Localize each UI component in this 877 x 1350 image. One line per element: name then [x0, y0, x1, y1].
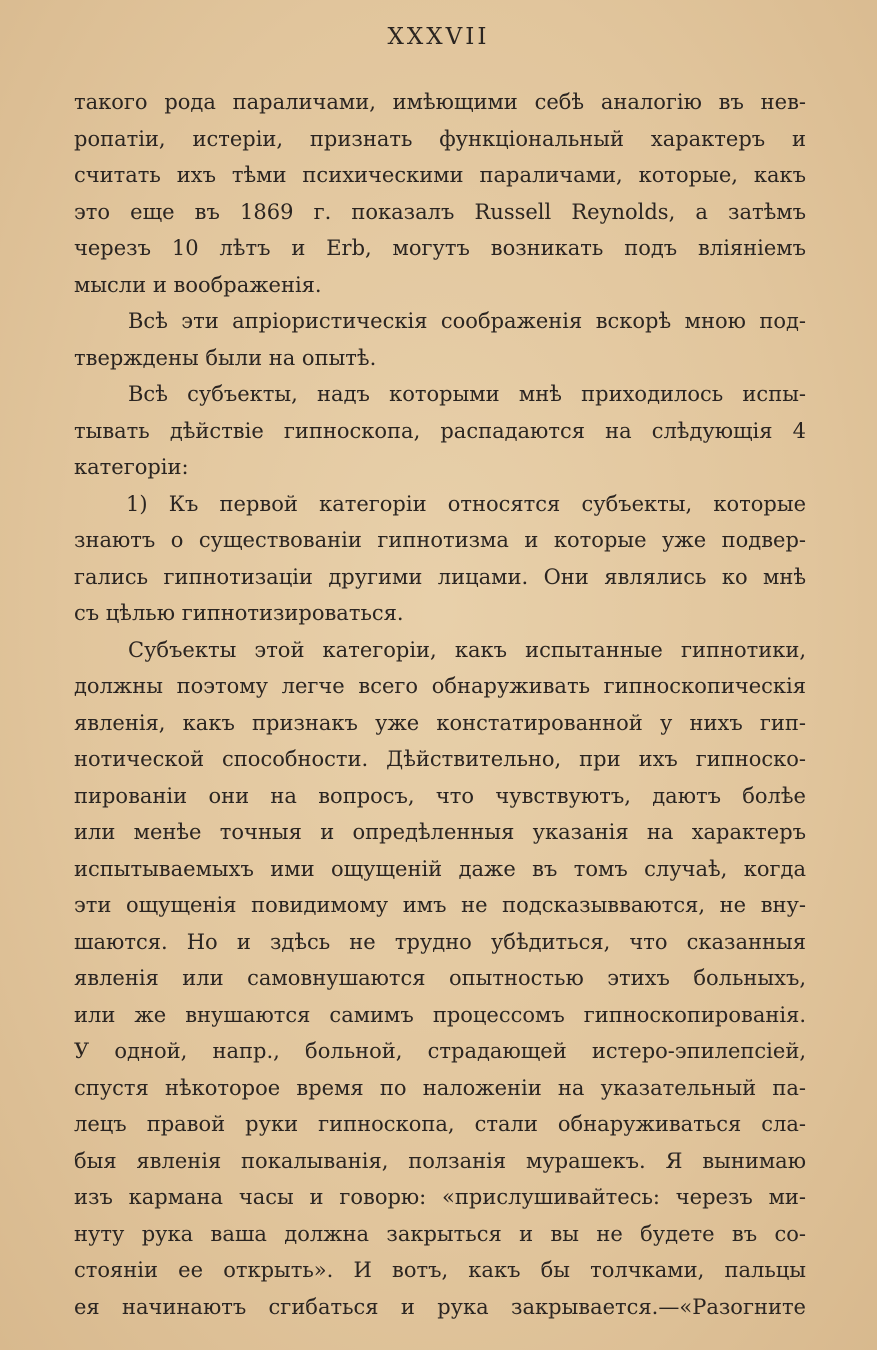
- paragraph: [74, 303, 806, 376]
- text-line: гались гипнотизаціи другими лицами. Они являлись ко мнѣ: [74, 564, 806, 589]
- text-line: такого рода параличами, имѣющими себѣ аналогію въ нев-: [74, 90, 806, 114]
- text-line: должны поэтому легче всего обнаруживать гипноскопическія: [74, 674, 806, 698]
- page-text: [74, 84, 806, 1325]
- text-line: съ цѣлью гипнотизироваться.: [74, 601, 404, 625]
- text-line: быя явленія покалыванія, ползанія мурашекъ. Я вынимаю: [74, 1148, 806, 1173]
- text-line: нуту рука ваша должна закрыться и вы не будете въ со-: [74, 1221, 806, 1246]
- text-line: тверждены были на опытѣ.: [74, 345, 377, 370]
- text-line: нотической способности. Дѣйствительно, при ихъ гипноско-: [74, 747, 806, 771]
- text-line: 1) Къ первой категоріи относятся субъекты, которые: [126, 491, 806, 516]
- text-line: ропатіи, истеріи, признать функціональный характеръ и: [74, 126, 806, 151]
- text-line: явленія, какъ признакъ уже констатированной у нихъ гип-: [74, 710, 806, 735]
- page-number: XXXVII: [387, 24, 490, 50]
- text-line: эти ощущенія повидимому имъ не подсказывваются, не вну-: [74, 893, 806, 917]
- text-line: явленія или самовнушаются опытностью этихъ больныхъ,: [74, 966, 806, 990]
- text-line: стояніи ее открыть». И вотъ, какъ бы толчками, пальцы: [74, 1258, 806, 1282]
- paragraph: [74, 632, 806, 1326]
- text-line: категоріи:: [74, 455, 189, 479]
- text-line: черезъ 10 лѣтъ и Erb, могутъ возникать подъ вліяніемъ: [74, 236, 806, 260]
- text-line: шаются. Но и здѣсь не трудно убѣдиться, что сказанныя: [74, 929, 806, 954]
- paragraph: [74, 84, 806, 303]
- text-line: У одной, напр., больной, страдающей истеро-эпилепсіей,: [74, 1039, 806, 1063]
- text-line: или же внушаются самимъ процессомъ гипноскопированія.: [74, 1002, 806, 1027]
- text-line: Всѣ субъекты, надъ которыми мнѣ приходилось испы-: [128, 382, 806, 406]
- text-line: мысли и воображенія.: [74, 272, 322, 297]
- text-line: Субъекты этой категоріи, какъ испытанные гипнотики,: [128, 637, 806, 662]
- text-line: считать ихъ тѣми психическими параличами, которые, какъ: [74, 163, 806, 187]
- paragraph: [74, 376, 806, 486]
- text-line: тывать дѣйствіе гипноскопа, распадаются на слѣдующія 4: [74, 418, 806, 443]
- paragraph: [74, 486, 806, 632]
- text-line: это еще въ 1869 г. показалъ Russell Reynolds, а затѣмъ: [74, 199, 806, 224]
- text-line: Всѣ эти апріористическія соображенія вскорѣ мною под-: [128, 309, 806, 333]
- text-line: изъ кармана часы и говорю: «прислушивайтесь: черезъ ми-: [74, 1185, 806, 1209]
- text-line: ея начинаютъ сгибаться и рука закрывается.—«Разогните: [74, 1294, 806, 1319]
- text-line: испытываемыхъ ими ощущеній даже въ томъ случаѣ, когда: [74, 856, 806, 881]
- text-line: спустя нѣкоторое время по наложеніи на указательный па-: [74, 1075, 806, 1100]
- text-line: лецъ правой руки гипноскопа, стали обнаруживаться сла-: [74, 1112, 806, 1136]
- text-line: пированіи они на вопросъ, что чувствуютъ, даютъ болѣе: [74, 783, 806, 808]
- text-line: знаютъ о существованіи гипнотизма и которые уже подвер-: [74, 528, 806, 552]
- text-line: или менѣе точныя и опредѣленныя указанія на характеръ: [74, 820, 806, 844]
